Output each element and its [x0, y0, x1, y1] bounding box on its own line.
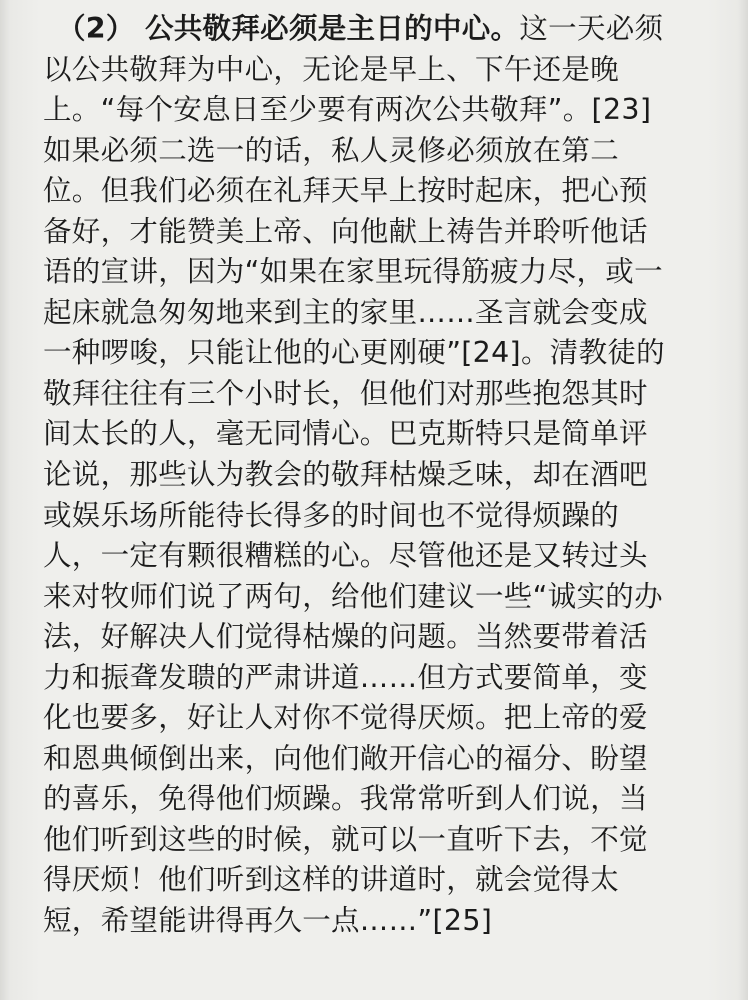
text-line: 来对牧师们说了两句，给他们建议一些“诚实的办: [43, 579, 663, 613]
text-line: 人，一定有颗很糟糕的心。尽管他还是又转过头: [43, 539, 648, 573]
text-line: 一种啰唆，只能让他的心更刚硬”[24]。清教徒的: [43, 336, 665, 370]
text-line: 备好，才能赞美上帝、向他献上祷告并聆听他话: [43, 214, 648, 248]
text-line: 短，希望能讲得再久一点……”[25]: [43, 904, 493, 938]
text-line: 和恩典倾倒出来，向他们敞开信心的福分、盼望: [43, 741, 648, 775]
text-line: 间太长的人，毫无同情心。巴克斯特只是简单评: [43, 417, 648, 451]
text-line: 敬拜往往有三个小时长，但他们对那些抱怨其时: [43, 376, 648, 410]
text-line: 或娱乐场所能待长得多的时间也不觉得烦躁的: [43, 498, 620, 532]
text-line: 的喜乐，免得他们烦躁。我常常听到人们说，当: [43, 782, 648, 816]
text-line: 论说，那些认为教会的敬拜枯燥乏味，却在酒吧: [43, 458, 648, 492]
text-line: 他们听到这些的时候，就可以一直听下去，不觉: [43, 822, 648, 856]
section-heading: （2） 公共敬拜必须是主日的中心。: [57, 12, 520, 45]
text-line: 如果必须二选一的话，私人灵修必须放在第二: [43, 133, 620, 167]
text-line: 得厌烦！他们听到这样的讲道时，就会觉得太: [43, 863, 620, 897]
text-line: 起床就急匆匆地来到主的家里……圣言就会变成: [43, 295, 648, 329]
text-line: 语的宣讲，因为“如果在家里玩得筋疲力尽，或一: [43, 255, 663, 289]
text-line: 位。但我们必须在礼拜天早上按时起床，把心预: [43, 174, 648, 208]
text-line: 上。“每个安息日至少要有两次公共敬拜”。[23]: [43, 93, 652, 127]
article-body: [43, 9, 703, 942]
text-line: 力和振聋发聩的严肃讲道……但方式要简单，变: [43, 660, 648, 694]
text-line-segment: 这一天必须: [519, 12, 664, 45]
text-line: 以公共敬拜为中心，无论是早上、下午还是晚: [43, 52, 620, 86]
text-line: [43, 9, 703, 50]
text-line: 法，好解决人们觉得枯燥的问题。当然要带着活: [43, 620, 648, 654]
text-line: 化也要多，好让人对你不觉得厌烦。把上帝的爱: [43, 701, 648, 735]
